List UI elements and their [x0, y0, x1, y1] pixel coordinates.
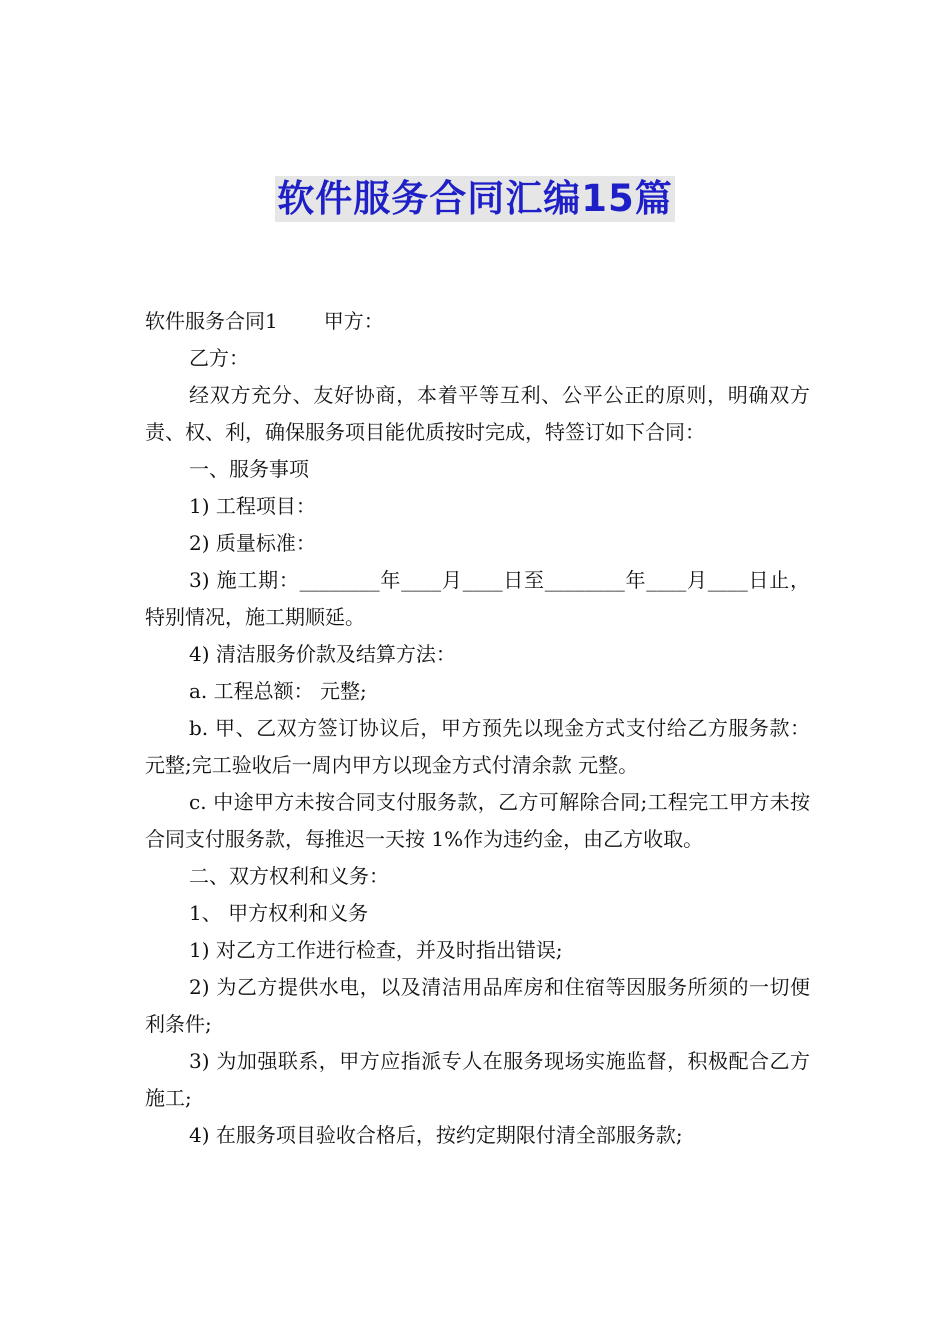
clause-schedule: 3) 施工期：________年____月____日至________年____月____日止，特别情况，施工期顺延。	[145, 568, 810, 629]
document-title: 软件服务合同汇编15篇	[277, 177, 673, 220]
clause-default: c. 中途甲方未按合同支付服务款，乙方可解除合同;工程完工甲方未按合同支付服务款，每推迟一天按 1%作为违约金，由乙方收取。	[145, 790, 810, 851]
preamble-paragraph: 经双方充分、友好协商，本着平等互利、公平公正的原则，明确双方责、权、利，确保服务项目能优质按时完成，特签订如下合同：	[145, 383, 810, 444]
document-body	[145, 303, 810, 1154]
clause-payment: b. 甲、乙双方签订协议后，甲方预先以现金方式支付给乙方服务款： 元整;完工验收后一周内甲方以现金方式付清余款 元整。	[145, 716, 810, 777]
clause-inspection: 1) 对乙方工作进行检查，并及时指出错误;	[189, 938, 563, 962]
clause-facilities: 2) 为乙方提供水电，以及清洁用品库房和住宿等因服务所须的一切便利条件;	[145, 975, 810, 1036]
clause-supervision: 3) 为加强联系，甲方应指派专人在服务现场实施监督，积极配合乙方施工;	[145, 1049, 810, 1110]
subsection-party-a: 1、 甲方权利和义务	[189, 901, 369, 925]
clause-final-payment: 4) 在服务项目验收合格后，按约定期限付清全部服务款;	[189, 1123, 683, 1147]
section-heading-service: 一、服务事项	[189, 457, 309, 481]
contract-heading: 软件服务合同1	[145, 309, 278, 333]
title-container	[0, 176, 950, 222]
clause-pricing: 4) 清洁服务价款及结算方法：	[189, 642, 456, 666]
party-a-label: 甲方：	[323, 309, 384, 333]
section-heading-rights: 二、双方权利和义务：	[189, 864, 389, 888]
clause-total-amount: a. 工程总额： 元整;	[189, 679, 367, 703]
clause-project: 1) 工程项目：	[189, 494, 316, 518]
clause-quality: 2) 质量标准：	[189, 531, 316, 555]
contract-heading-line	[145, 303, 810, 340]
party-b-label: 乙方：	[189, 346, 249, 370]
